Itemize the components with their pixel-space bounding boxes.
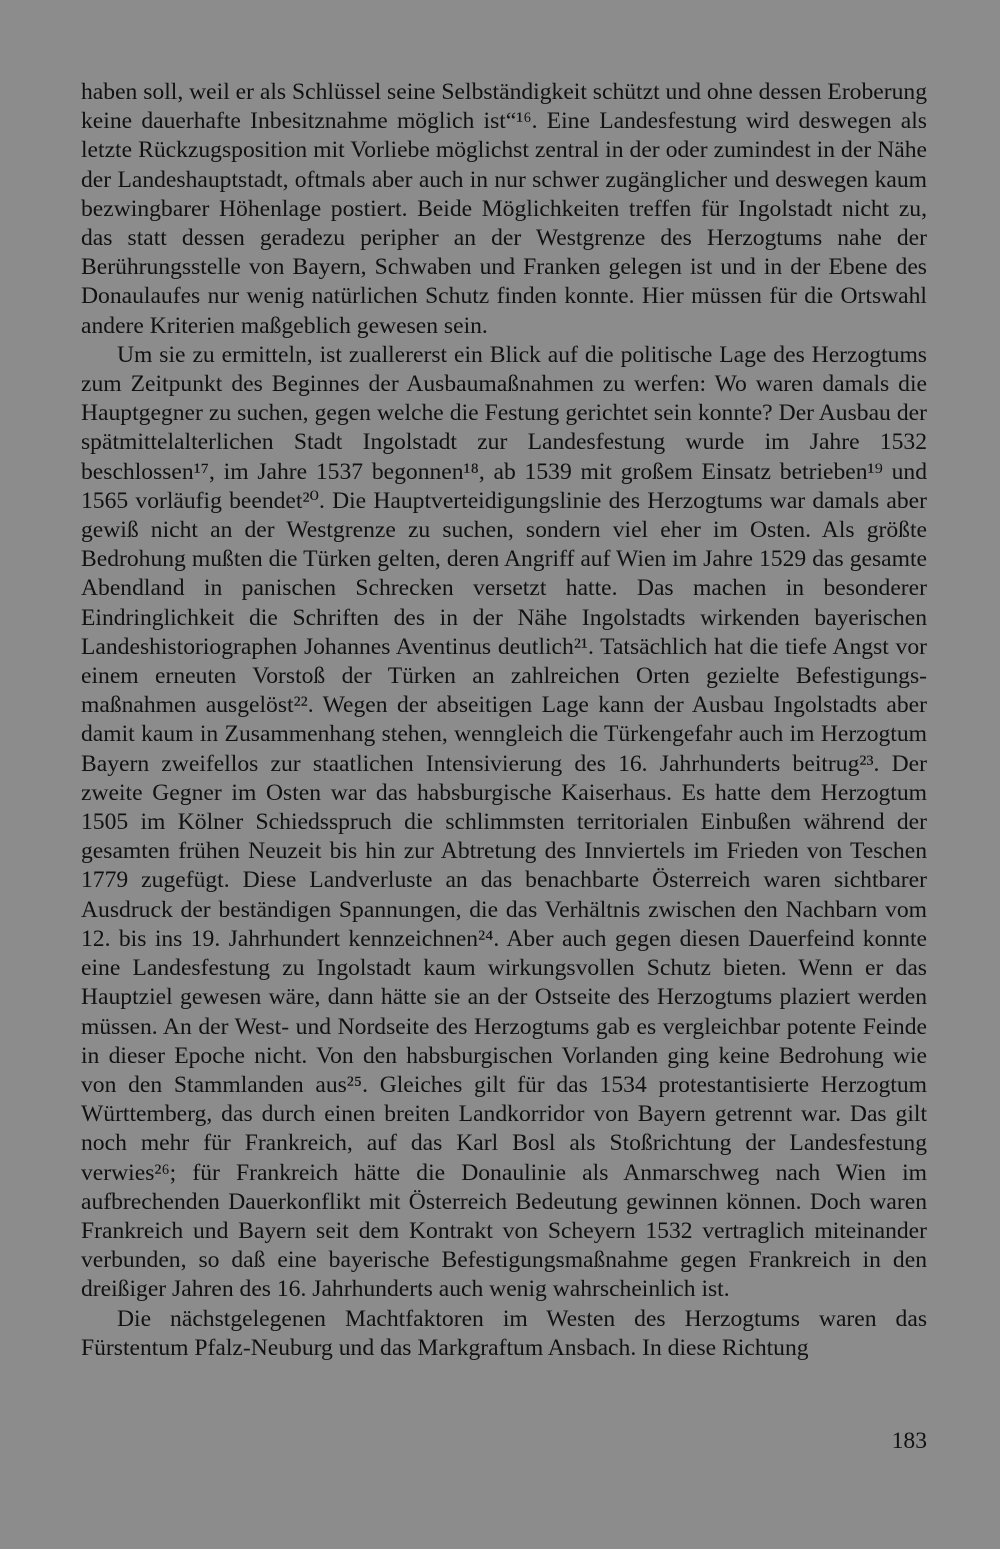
paragraph-1: haben soll, weil er als Schlüssel seine Selbständigkeit schützt und ohne dessen Eroberung keine dauerhafte Inbesitznahme möglich ist“¹⁶. Eine Landesfestung wird deswegen als letzte Rückzugsposition mit Vorliebe möglichst zentral in der oder zumindest in der Nähe der Landeshauptstadt, oftmals aber auch in nur schwer zugänglicher und deswegen kaum bezwingbarer Höhenlage postiert. Beide Möglichkeiten treffen für Ingolstadt nicht zu, das statt dessen geradezu peripher an der Westgrenze des Herzogtums nahe der Berührungsstelle von Bayern, Schwaben und Franken gelegen ist und in der Ebene des Donaulaufes nur wenig natürlichen Schutz finden konnte. Hier müssen für die Ortswahl andere Kriterien maßgeblich gewesen sein. bbox=[81, 79, 927, 339]
paragraph-3: Die nächstgelegenen Machtfaktoren im Westen des Herzogtums waren das Fürstentum Pfalz-Neuburg und das Markgraftum Ansbach. In diese Richtung bbox=[81, 1305, 927, 1361]
page-body bbox=[81, 78, 927, 1363]
paragraph-2: Um sie zu ermitteln, ist zuallererst ein Blick auf die politische Lage des Herzogtums zum Zeitpunkt des Beginnes der Ausbaumaßnahmen zu werfen: Wo waren damals die Hauptgegner zu suchen, gegen welche die Festung gerichtet sein konnte? Der Ausbau der spätmittelalterlichen Stadt Ingolstadt zur Landesfestung wurde im Jahre 1532 beschlossen¹⁷, im Jahre 1537 begonnen¹⁸, ab 1539 mit großem Einsatz betrieben¹⁹ und 1565 vorläufig beendet²⁰. Die Hauptverteidigungslinie des Herzogtums war damals aber gewiß nicht an der Westgrenze zu suchen, sondern viel eher im Osten. Als größte Bedrohung mußten die Türken gelten, deren Angriff auf Wien im Jahre 1529 das gesamte Abendland in panischen Schrecken versetzt hatte. Das machen in besonderer Eindringlichkeit die Schriften des in der Nähe Ingolstadts wirkenden bayerischen Landeshistoriographen Johannes Aventinus deutlich²¹. Tatsächlich hat die tiefe Angst vor einem erneuten Vorstoß der Türken an zahlreichen Orten gezielte Befestigungsmaßnahmen ausgelöst²². Wegen der abseitigen Lage kann der Ausbau Ingolstadts aber damit kaum in Zusammenhang stehen, wenngleich die Türkengefahr auch im Herzogtum Bayern zweifellos zur staatlichen Intensivierung des 16. Jahrhunderts beitrug²³. Der zweite Gegner im Osten war das habsburgische Kaiserhaus. Es hatte dem Herzogtum 1505 im Kölner Schiedsspruch die schlimmsten territorialen Einbußen während der gesamten frühen Neuzeit bis hin zur Abtretung des Innviertels im Frieden von Teschen 1779 zugefügt. Diese Landverluste an das benachbarte Österreich waren sichtbarer Ausdruck der beständigen Spannungen, die das Verhältnis zwischen den Nachbarn vom 12. bis ins 19. Jahrhundert kennzeichnen²⁴. Aber auch gegen diesen Dauerfeind konnte eine Landesfestung zu Ingolstadt kaum wirkungsvollen Schutz bieten. Wenn er das Hauptziel gewesen wäre, dann hätte sie an der Ostseite des Herzogtums plaziert werden müssen. An der West- und Nordseite des Herzogtums gab es vergleichbar potente Feinde in dieser Epoche nicht. Von den habsburgischen Vorlanden ging keine Bedrohung wie von den Stammlanden aus²⁵. Gleiches gilt für das 1534 protestantisierte Herzogtum Württemberg, das durch einen breiten Landkorridor von Bayern getrennt war. Das gilt noch mehr für Frankreich, auf das Karl Bosl als Stoßrichtung der Landesfestung verwies²⁶; für Frankreich hätte die Donaulinie als Anmarschweg nach Wien im aufbrechenden Dauerkonflikt mit Österreich Bedeutung gewinnen können. Doch waren Frankreich und Bayern seit dem Kontrakt von Scheyern 1532 vertraglich miteinander verbunden, so daß eine bayerische Befestigungsmaßnahme gegen Frankreich in den dreißiger Jahren des 16. Jahrhunderts auch wenig wahrscheinlich ist. bbox=[81, 341, 927, 1303]
page-number: 183 bbox=[891, 1428, 927, 1454]
